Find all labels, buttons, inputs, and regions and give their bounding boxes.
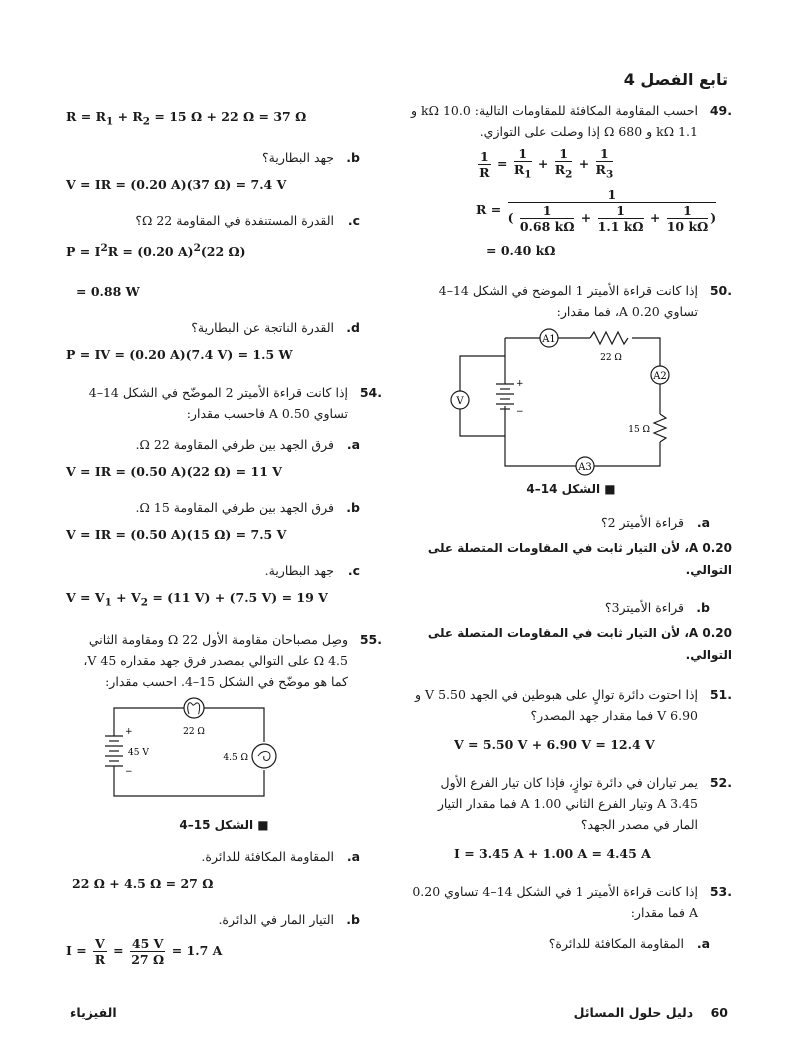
problem-number: .53 [709,883,732,899]
problem-54 [66,382,382,424]
circuit-diagram-15-4 [94,696,294,806]
equation-54-b: V = IR = (0.50 A)(15 Ω) = 7.5 V [66,526,287,542]
part-label: b. [346,912,360,928]
label-r1: 22 Ω [183,727,205,738]
circuit-diagram-14-4 [430,326,680,476]
problem-53-part-c [66,210,382,231]
problem-51 [410,684,732,726]
part-question: القدرة المستنفدة في المقاومة 22 Ω؟ [135,212,334,228]
label-a2: A2 [653,370,667,382]
label-a3: A3 [578,461,592,473]
figure-caption-14-4: ■ الشكل 14–4 [526,481,616,496]
part-label: a. [346,849,360,865]
equation-53-b: V = IR = (0.20 A)(37 Ω) = 7.4 V [66,176,287,192]
equation-53-c: $P = I^2R = (0.20$ A)$^2$(22 Ω) [66,241,246,259]
part-label: c. [347,212,360,228]
part-question: فرق الجهد بين طرفي المقاومة 22 Ω. [135,436,334,452]
problem-54-part-a [66,434,382,455]
problem-55-part-b [66,909,382,930]
problem-number: .54 [359,384,382,400]
problem-number: .52 [709,774,732,790]
problem-number: .49 [709,103,732,118]
problem-50-part-a [410,512,732,533]
equation-53-a: $R = R_1 + R_2 = 15$ Ω + 22 Ω = 37 Ω [66,109,307,128]
equation-52: I = 3.45 A + 1.00 A = 4.45 A [454,845,651,861]
part-question: التيار المار في الدائرة. [218,912,334,928]
problem-50-answer-b: 0.20 A، لأن التيار ثابت في المقاومات المتصلة على التوالي. [427,625,732,662]
problem-text: إذا كانت قراءة الأميتر 1 في الشكل 14–4 تساوي 0.20 A فما مقدار: [412,883,698,920]
problem-54-part-b [66,497,382,518]
part-label: b. [346,499,360,515]
equation-54-c: $V = V_1 + V_2 = (11$ V) + (7.5 V) = 19 V [66,589,328,609]
equation-54-a: V = IR = (0.50 A)(22 Ω) = 11 V [66,463,282,479]
label-v: 45 V [128,748,149,759]
chapter-heading: تابع الفصل 4 [623,70,728,89]
part-question: جهد البطارية. [264,562,334,578]
problem-52 [410,772,732,835]
equation-53-d: P = IV = (0.20 A)(7.4 V) = 1.5 W [66,346,293,362]
figure-14-4 [410,326,732,480]
part-question: المقاومة المكافئة للدائرة؟ [548,935,684,951]
problem-text: يمر تياران في دائرة توازٍ، فإذا كان تيار الفرع الأول 3.45 A وتيار الفرع الثاني 1.00 A فما مقدار التيار المار في مصدر الجهد؟ [437,774,698,832]
part-question: جهد البطارية؟ [262,149,334,165]
problem-53 [410,881,732,923]
right-column [410,100,732,954]
problem-number: .50 [709,282,732,298]
label-r1: 22 Ω [600,352,622,363]
left-column [66,100,382,967]
problem-55-part-a [66,846,382,867]
figure-caption-15-4: ■ الشكل 15–4 [179,818,269,833]
equation-55-b: I = $\frac{V}{R}$ = $\frac{45 V}{27 \Omega}$ = 1.7 A [66,936,223,968]
equation-51: V = 5.50 V + 6.90 V = 12.4 V [454,736,655,752]
label-r2: 15 Ω [628,424,650,435]
part-question: القدرة الناتجة عن البطارية؟ [191,319,334,335]
footer-subject: الفيزياء [70,1005,117,1020]
part-question: قراءة الأميتر 2؟ [600,514,684,530]
part-question: قراءة الأميتر3؟ [604,599,684,615]
problem-text: إذا كانت قراءة الأميتر 1 الموضح في الشكل 14–4 تساوي 0.20 A، فما مقدار: [438,282,698,319]
problem-53-part-d [66,317,382,338]
part-label: b. [696,599,710,615]
part-label: a. [696,935,710,951]
equation-49-values: R = 1 ( $\frac{1}{0.68 k\Omega}$ + $\frac{1}{1.1 k\Omega}$ + $\frac{1}{10 k\Omega}$ ) [476,186,717,234]
svg-text:+: + [516,378,524,389]
problem-53-part-b [66,147,382,168]
problem-50-answer-a: 0.20 A، لأن التيار ثابت في المقاومات المتصلة على التوالي. [427,540,732,577]
equation-49-result: = 0.40 kΩ [486,242,556,258]
equation-53-c-result: = 0.88 W [76,283,140,299]
problem-number: .55 [359,632,382,648]
problem-49 [410,100,732,142]
equation-55-a: 22 Ω + 4.5 Ω = 27 Ω [72,876,214,892]
part-label: b. [346,149,360,165]
problem-55 [66,629,382,692]
part-question: المقاومة المكافئة للدائرة. [201,849,334,865]
problem-text: احسب المقاومة المكافئة للمقاومات التالية: 10.0 kΩ و 1.1 kΩ و 680 Ω إذا وصلت على التوازي. [410,103,698,139]
problem-54-part-c [66,560,382,581]
label-a1: A1 [542,333,556,345]
label-r2: 4.5 Ω [223,753,248,764]
problem-text: إذا كانت قراءة الأميتر 2 الموضّح في الشكل 14–4 تساوي 0.50 A فاحسب مقدار: [88,384,348,421]
part-label: a. [696,514,710,530]
label-v: V [456,395,464,407]
problem-text: وصِل مصباحان مقاومة الأول 22 Ω ومقاومة الثاني 4.5 Ω على التوالي بمصدر فرق جهد مقداره 45 V، كما هو موضّح في الشكل 15–4. احسب مقدار: [83,632,348,690]
problem-50-part-b [410,597,732,618]
problem-number: .51 [709,686,732,702]
footer-page-info [574,1005,728,1020]
equation-49-sum: $\frac{1}{R}$ = $\frac{1}{R_1}$ + $\frac{1}{R_2}$ + $\frac{1}{R_3}$ [479,146,614,181]
part-label: a. [346,436,360,452]
svg-text:−: − [516,406,524,417]
part-label: d. [346,319,360,335]
figure-15-4 [66,696,382,810]
svg-text:+: + [125,727,133,738]
problem-text: إذا احتوت دائرة توالٍ على هبوطين في الجهد 5.50 V و 6.90 V فما مقدار جهد المصدر؟ [415,686,698,723]
part-label: c. [347,562,360,578]
problem-53-part-a [410,933,732,954]
lamp-1-icon [184,698,204,718]
page-number: 60 [710,1005,728,1020]
part-question: فرق الجهد بين طرفي المقاومة 15 Ω. [135,499,334,515]
problem-50 [410,280,732,322]
svg-text:−: − [125,767,133,778]
guide-title: دليل حلول المسائل [573,1005,694,1020]
